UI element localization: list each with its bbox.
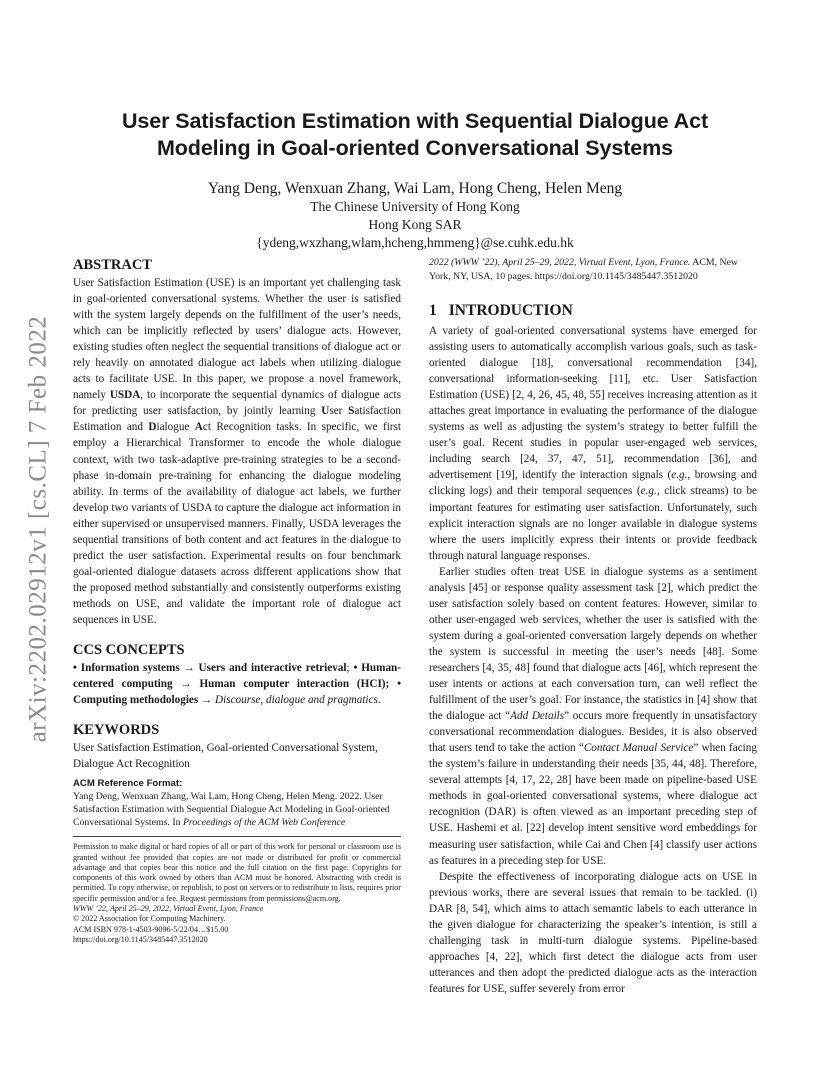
- footnote-rule: [73, 836, 401, 837]
- paper-header: [72, 108, 758, 252]
- ccs-concepts: • Information systems → Users and interactive retrieval; • Human-centered computing → Human computer interaction (HCI); • Computing methodologies → Discourse, dialogue and pragmatics.: [73, 662, 402, 707]
- right-column: [429, 256, 757, 997]
- acm-ref-continuation: 2022 (WWW ’22), April 25–29, 2022, Virtual Event, Lyon, France. ACM, New York, NY, USA, 10 pages. https://doi.org/10.1145/3485447.3512020: [429, 257, 739, 282]
- intro-heading: 1 INTRODUCTION: [429, 302, 573, 319]
- intro-paragraph-3: Despite the effectiveness of incorporating dialogue acts on USE in previous works, there are several issues that remain to be tackled. (i) DAR [8, 54], which aims to attach semantic labels to each utterance in the given dialogue for characterizing the speaker’s intention, is still a challenging task in multi-turn dialogue systems. Pipeline-based approaches [4, 22], which first detect the dialogue acts from user utterances and then adopt the predicted dialogue acts as the interaction features for USE, suffer severely from error: [429, 870, 757, 995]
- title-line-2: Modeling in Goal-oriented Conversational Systems: [156, 136, 674, 160]
- arxiv-id: arXiv:2202.02912v1 [cs.CL] 7 Feb 2022: [24, 315, 52, 743]
- keywords-heading: KEYWORDS: [73, 722, 160, 739]
- author-emails: {ydeng,wxzhang,wlam,hcheng,hmmeng}@se.cuhk.edu.hk: [256, 235, 574, 250]
- intro-paragraph-1: A variety of goal-oriented conversational systems have emerged for assisting users to automatically accomplish various goals, such as task-oriented dialogue [18], conversational recommendation [34], conversational information-seeking [11], etc. User Satisfaction Estimation (USE) [2, 4, 26, 45, 48, 55] receives increasing attention as it attaches great importance in evaluating the performance of the dialogue systems as well as adjusting the system’s strategy to better fulfill the user’s goal. Recent studies in popular user-engaged web services, including search [24, 37, 47, 51], recommendation [36], and advertisement [19], identify the interaction signals (e.g., browsing and clicking logs) and their temporal sequences (e.g., click streams) to be important features for estimating user satisfaction. Unfortunately, such explicit interaction signals are no longer available in dialogue systems where the users implicitly express their intents or provide feedback through natural language responses.: [429, 325, 758, 562]
- isbn-line: ACM ISBN 978-1-4503-9096-5/22/04…$15.00: [73, 924, 229, 934]
- abstract-heading: ABSTRACT: [73, 257, 152, 273]
- acm-ref-text: Yang Deng, Wenxuan Zhang, Wai Lam, Hong Cheng, Helen Meng. 2022. User Satisfaction Estimation with Sequential Dialogue Act Modeling in Goal-oriented Conversational Systems. In Proceedings of the ACM Web Conference: [73, 791, 390, 829]
- ccs-heading: CCS CONCEPTS: [73, 642, 185, 659]
- doi-line: https://doi.org/10.1145/3485447.3512020: [73, 934, 208, 944]
- permission-notice: Permission to make digital or hard copies of all or part of this work for personal or classroom use is granted without fee provided that copies are not made or distributed for profit or commercial advantage and that copies bear this notice and the full citation on the first page. Copyrights for components of this work owned by others than ACM must be honored. Abstracting with credit is permitted. To copy otherwise, or republish, to post on servers or to redistribute to lists, requires prior specific permission and/or a fee. Request permissions from permissions@acm.org.: [73, 842, 401, 903]
- paper-title: [72, 108, 758, 162]
- copyright-line: © 2022 Association for Computing Machinery.: [73, 914, 226, 924]
- acm-ref-heading: ACM Reference Format:: [73, 778, 183, 790]
- arxiv-watermark: [18, 294, 58, 764]
- left-column: [73, 256, 401, 945]
- venue-line: WWW ’22, April 25–29, 2022, Virtual Event, Lyon, France: [73, 904, 264, 914]
- keywords-text: User Satisfaction Estimation, Goal-oriented Conversational System, Dialogue Act Recognition: [73, 742, 378, 771]
- affiliation-institution: The Chinese University of Hong Kong: [310, 199, 520, 214]
- author-list: Yang Deng, Wenxuan Zhang, Wai Lam, Hong Cheng, Helen Meng: [207, 180, 623, 197]
- title-line-1: User Satisfaction Estimation with Sequential Dialogue Act: [121, 109, 709, 133]
- intro-paragraph-2: Earlier studies often treat USE in dialogue systems as a sentiment analysis [45] or response quality assessment task [2], which predict the user satisfaction solely based on content features. However, similar to other user-engaged web services, whether the user is satisfied with the system during a goal-oriented conversation largely depends on whether the system is successful in meeting the user’s needs [48]. Some researchers [4, 35, 48] found that dialogue acts [46], which represent the user intents or actions at each conversation turn, can well reflect the fulfillment of the user’s goal. For instance, the statistics in [4] show that the dialogue act “Add Details” occurs more frequently in unsatisfactory conversational recommendation dialogues. Besides, it is also observed that users tend to take the action “Contact Manual Service” when facing the system’s failure in understanding their needs [35, 44, 48]. Therefore, several attempts [4, 17, 22, 28] have been made on pipeline-based USE methods in goal-oriented conversational systems, where dialogue act recognition (DAR) is often viewed as an important preceding step of USE. Hashemi et al. [22] develop intent sensitive word embeddings for measuring user satisfaction, while Cai and Chen [4] classify user actions as features in a preceding step for USE.: [429, 565, 757, 867]
- abstract-text: User Satisfaction Estimation (USE) is an important yet challenging task in goal-oriented conversational systems. Whether the user is satisfied with the system largely depends on the fulfillment of the user’s needs, which can be implicitly reflected by users’ dialogue acts. However, existing studies often neglect the sequential transitions of dialogue act or rely heavily on annotated dialogue act labels when utilizing dialogue acts to facilitate USE. In this paper, we propose a novel framework, namely USDA, to incorporate the sequential dynamics of dialogue acts for predicting user satisfaction, by jointly learning User Satisfaction Estimation and Dialogue Act Recognition tasks. In specific, we first employ a Hierarchical Transformer to encode the whole dialogue context, with two task-adaptive pre-training strategies to be a second-phase in-domain pre-training for enhancing the dialogue modeling ability. In terms of the availability of dialogue act labels, we further develop two variants of USDA to capture the dialogue act information in either supervised or unsupervised manners. Finally, USDA leverages the sequential transitions of both content and act features in the dialogue to predict the user satisfaction. Experimental results on four benchmark goal-oriented dialogue datasets across different applications show that the proposed method substantially and consistently outperforms existing methods on USE, and validate the important role of dialogue act sequences in USE.: [73, 277, 402, 626]
- affiliation-region: Hong Kong SAR: [368, 217, 462, 232]
